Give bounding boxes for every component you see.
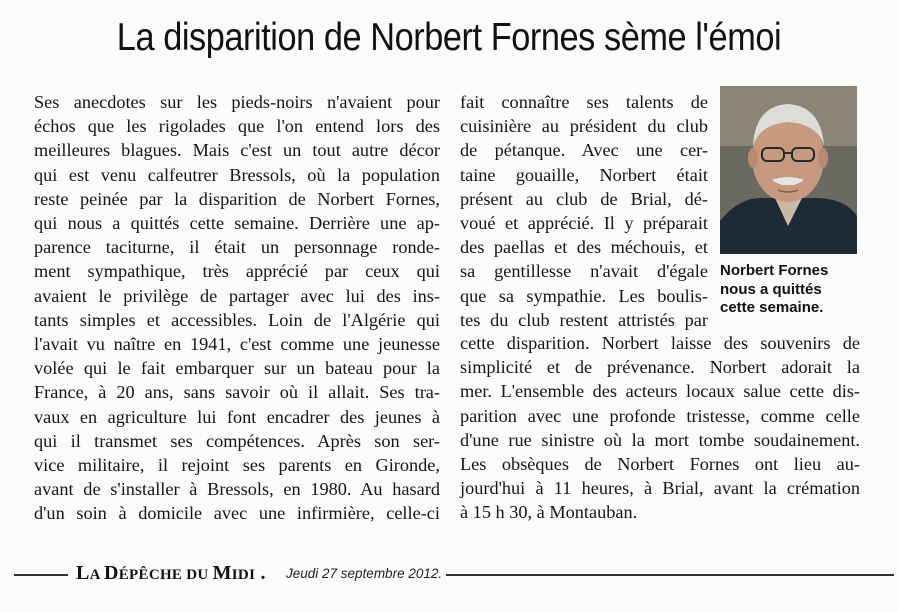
text-line: fait connaître ses talents de xyxy=(460,92,708,112)
text-line: d'une rue sinistre où la mort tombe soudainement. xyxy=(460,429,860,450)
text-line: meilleures blagues. Mais c'est un tout autre décor xyxy=(34,140,440,161)
text-line: Les obsèques de Norbert Fornes ont lieu au- xyxy=(460,454,860,475)
footer-rule-right xyxy=(446,574,894,576)
article-headline: La disparition de Norbert Fornes sème l'émoi xyxy=(116,16,782,59)
text-line: France, à 20 ans, sans savoir où il allait. Ses tra- xyxy=(34,382,440,403)
text-line: vaux en agriculture lui font encadrer des jeunes à xyxy=(34,406,440,427)
footer-rule-left xyxy=(14,574,68,576)
text-line: sa gentillesse n'avait d'égale xyxy=(460,261,708,282)
caption-line: Norbert Fornes xyxy=(720,262,829,279)
text-line: des paellas et des méchouis, et xyxy=(460,237,708,258)
text-line: volée qui le fait embarquer sur un bateau pour la xyxy=(34,358,440,379)
text-line: parence taciturne, il était un personnage ronde- xyxy=(34,237,440,258)
text-line: l'avait vu naître en 1941, c'est comme une jeunesse xyxy=(34,334,440,355)
caption-line: cette semaine. xyxy=(720,299,824,316)
portrait-photo xyxy=(720,86,857,254)
text-line: tes du club restent attristés par xyxy=(460,309,708,330)
portrait-image xyxy=(720,86,857,254)
text-line: de pétanque. Avec une cer- xyxy=(460,140,708,161)
footer-separator: . xyxy=(260,562,266,584)
text-line: ment sympathique, très apprécié par ceux qui xyxy=(34,261,440,282)
caption-line: nous a quittés xyxy=(720,280,822,298)
text-line: échos que les rigolades que l'on entend lors des xyxy=(34,116,440,137)
text-line: parition avec une profonde tristesse, comme celle xyxy=(460,405,860,426)
text-line: qui est venu calfeutrer Bressols, où la population xyxy=(34,164,440,185)
text-line: simplicité et de prévenance. Norbert adorait la xyxy=(460,357,860,378)
text-line: jourd'hui à 11 heures, à Brial, avant la crémation xyxy=(460,478,860,499)
text-line: tants simples et accessibles. Loin de l'Algérie qui xyxy=(34,309,440,330)
text-line: à 15 h 30, à Montauban. xyxy=(460,502,638,523)
text-line: reste peinée par la disparition de Norbert Fornes, xyxy=(34,188,440,209)
text-line: vice militaire, il rejoint ses parents en Gironde, xyxy=(34,455,440,476)
text-line: cuisinière au président du club xyxy=(460,116,708,137)
text-line: cette disparition. Norbert laisse des souvenirs de xyxy=(460,333,860,353)
article-column-1 xyxy=(34,90,440,526)
text-line: qui il transmet ses compétences. Après son ser- xyxy=(34,430,440,451)
text-line: d'un soin à domicile avec une infirmière, celle-ci xyxy=(34,503,440,524)
text-line: avaient le privilège de partager avec lui des ins- xyxy=(34,285,440,306)
text-line: avant de s'installer à Bressols, en 1980. Au hasard xyxy=(34,479,440,500)
newspaper-name: LA DÉPÊCHE DU MIDI . xyxy=(76,562,266,584)
photo-caption xyxy=(720,262,870,318)
article-column-2-top xyxy=(460,90,708,332)
text-line: voué et apprécié. Il y préparait xyxy=(460,213,708,234)
text-line: présent au club de Brial, dé- xyxy=(460,188,708,209)
text-line: que sa sympathie. Les boulis- xyxy=(460,285,708,306)
article-column-2-bottom xyxy=(460,331,860,525)
publication-date: Jeudi 27 septembre 2012. xyxy=(286,566,443,581)
newspaper-footer xyxy=(0,562,898,586)
text-line: mer. L'ensemble des acteurs locaux salue cette dis- xyxy=(460,381,860,402)
text-line: Ses anecdotes sur les pieds-noirs n'avaient pour xyxy=(34,92,440,112)
text-line: qui nous a quittés cette semaine. Derrière une ap- xyxy=(34,213,440,234)
text-line: taine gouaille, Norbert était xyxy=(460,164,708,185)
